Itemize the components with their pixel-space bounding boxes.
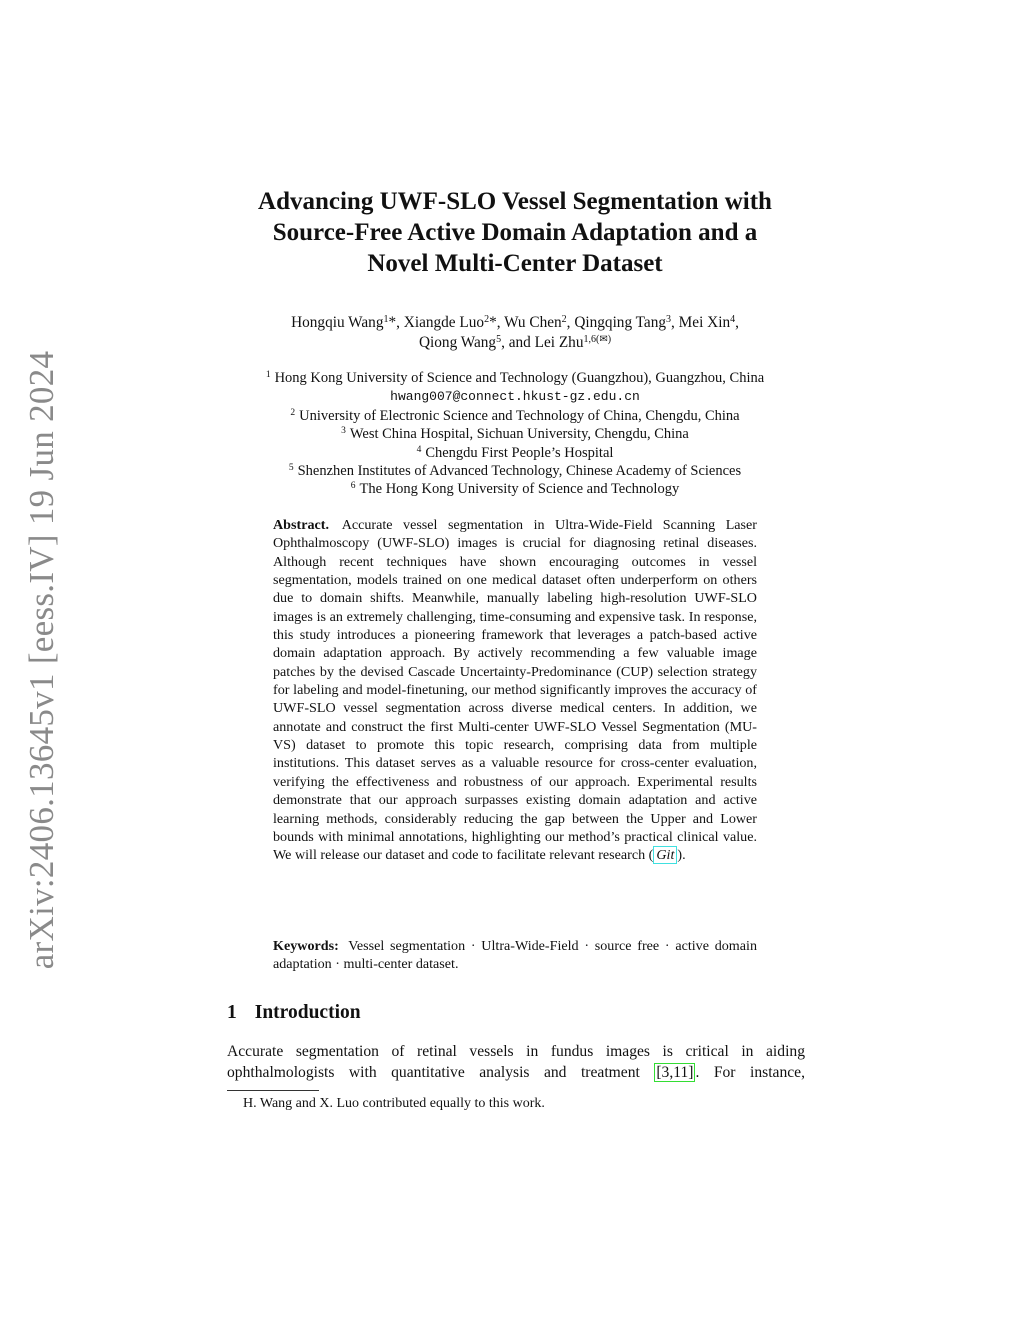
- footnote: H. Wang and X. Luo contributed equally to this work.: [243, 1096, 545, 1111]
- affiliation-line: [200, 369, 830, 387]
- author-name: , and Lei Zhu: [501, 334, 584, 351]
- affiliation-line: [200, 407, 830, 425]
- author-affiliation-mark: 5: [496, 334, 502, 345]
- title-line-1: Advancing UWF-SLO Vessel Segmentation with: [258, 188, 772, 215]
- affiliation-number: 3: [341, 426, 346, 437]
- keywords-label: Keywords:: [273, 938, 339, 954]
- abstract-label: Abstract.: [273, 517, 329, 533]
- contact-email[interactable]: hwang007@connect.hkust-gz.edu.cn: [390, 389, 640, 405]
- keywords-text: Vessel segmentation · Ultra-Wide-Field · source free · active domain adaptation · multi-center dataset.: [273, 938, 757, 973]
- affiliation-line: [200, 444, 830, 462]
- author-name: Qiong Wang: [418, 334, 497, 351]
- intro-text-end: . For instance,: [695, 1064, 805, 1081]
- section-title: Introduction: [254, 1002, 361, 1023]
- affiliation-line: [200, 387, 830, 406]
- author-affiliation-mark: 2: [561, 314, 567, 325]
- author-affiliation-mark: 1: [383, 314, 389, 325]
- affiliation-line: [200, 462, 830, 480]
- intro-text: Accurate segmentation of retinal vessels in fundus images is critical in aiding ophthalmologists with quantitative analysis and treatment: [227, 1043, 805, 1081]
- keywords: [273, 937, 757, 974]
- affiliation-text: Shenzhen Institutes of Advanced Technology, Chinese Academy of Sciences: [297, 463, 742, 480]
- footnote-divider: [227, 1090, 319, 1091]
- author-name: , Qingqing Tang: [566, 314, 667, 331]
- git-link[interactable]: Git: [653, 846, 677, 864]
- affiliation-number: 6: [350, 481, 356, 492]
- affiliation-line: [200, 425, 830, 443]
- affiliation-list: [200, 369, 830, 499]
- author-separator: ,: [735, 314, 739, 331]
- affiliation-line: [200, 480, 830, 498]
- affiliation-text: Chengdu First People’s Hospital: [425, 444, 614, 461]
- title-line-3: Novel Multi-Center Dataset: [367, 250, 663, 277]
- author-name: *, Xiangde Luo: [388, 314, 485, 331]
- affiliation-text: University of Electronic Science and Technology of China, Chengdu, China: [299, 407, 740, 424]
- author-affiliation-mark: 2: [484, 314, 490, 325]
- affiliation-text: West China Hospital, Sichuan University, Chengdu, China: [349, 426, 689, 443]
- affiliation-number: 1: [265, 370, 271, 380]
- author-name: , Mei Xin: [671, 314, 731, 331]
- affiliation-text: Hong Kong University of Science and Technology (Guangzhou), Guangzhou, China: [274, 370, 765, 386]
- paper-title: [200, 186, 830, 279]
- abstract-text: Accurate vessel segmentation in Ultra-Wide-Field Scanning Laser Ophthalmoscopy (UWF-SLO) images is crucial for diagnosing retinal diseases. Although recent techniques have shown encouraging outcomes in vessel segmentation, models trained on one medical dataset often underperform on others due to domain shifts. Meanwhile, manually labeling high-resolution UWF-SLO images is an extremely challenging, time-consuming and expensive task. In response, this study introduces a pioneering framework that leverages a patch-based active domain adaptation approach. By actively recommending a few valuable image patches by the devised Cascade Uncertainty-Predominance (CUP) selection strategy for labeling and model-finetuning, our method significantly improves the accuracy of UWF-SLO vessel segmentation across diverse medical centers. In addition, we annotate and construct the first Multi-center UWF-SLO Vessel Segmentation (MU-VS) dataset to promote this topic research, comprising data from multiple institutions. This dataset serves as a valuable resource for cross-center evaluation, verifying the effectiveness and robustness of our approach. Experimental results demonstrate that our approach surpasses existing domain adaptation and active learning methods, considerably reducing the gap between the Upper and Lower bounds with minimal annotations, highlighting our method’s practical clinical value. We will release our dataset and code to facilitate relevant research (: [273, 517, 757, 864]
- section-heading: [227, 1002, 361, 1024]
- author-affiliation-mark: 3: [666, 314, 672, 325]
- author-affiliation-mark: 1,6(✉): [583, 334, 612, 345]
- abstract: [273, 516, 757, 865]
- intro-paragraph: [227, 1041, 805, 1083]
- author-list: [200, 313, 830, 353]
- affiliation-number: 5: [288, 463, 294, 474]
- citation-link[interactable]: [3,11]: [656, 1064, 694, 1081]
- author-affiliation-mark: 4: [730, 314, 736, 325]
- arxiv-identifier-stamp[interactable]: arXiv:2406.13645v1 [eess.IV] 19 Jun 2024: [22, 350, 61, 970]
- affiliation-number: 4: [416, 444, 422, 455]
- affiliation-text: The Hong Kong University of Science and Technology: [359, 481, 680, 498]
- author-name: *, Wu Chen: [489, 314, 562, 331]
- author-name: Hongqiu Wang: [291, 314, 384, 331]
- section-number: 1: [227, 1002, 237, 1023]
- affiliation-number: 2: [290, 407, 296, 418]
- title-line-2: Source-Free Active Domain Adaptation and a: [272, 219, 758, 246]
- abstract-end: ).: [677, 847, 686, 864]
